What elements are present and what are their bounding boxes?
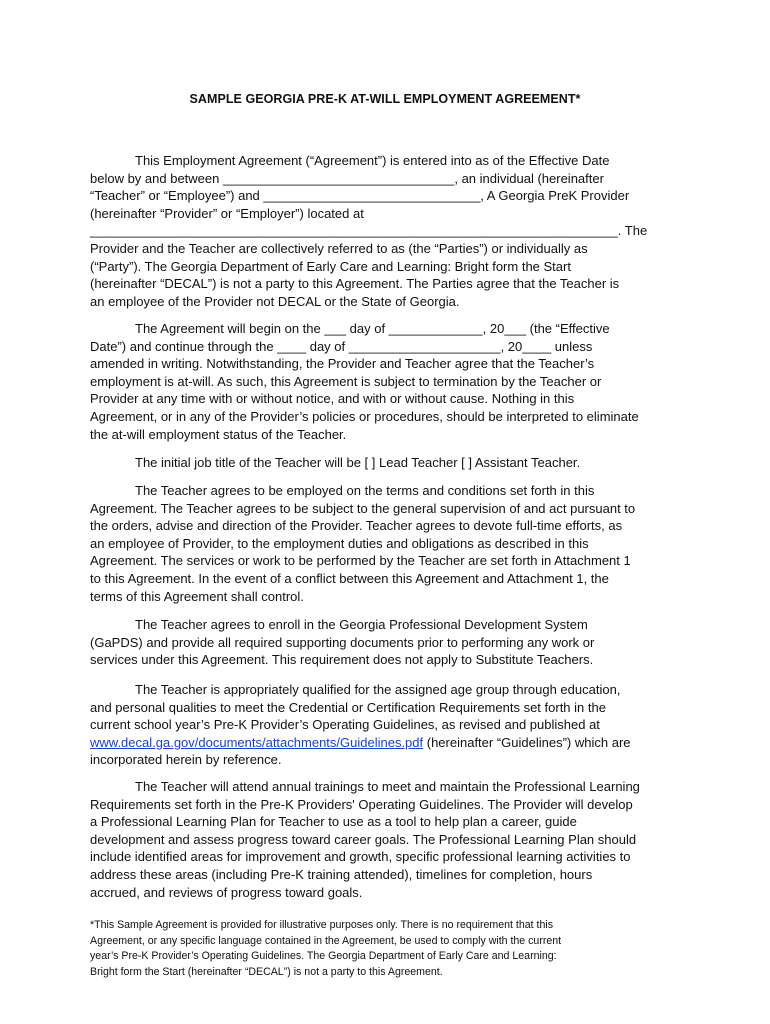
paragraph-text: (hereinafter “Guidelines”) which are incorporated herein by reference.: [90, 734, 631, 768]
document-title: SAMPLE GEORGIA PRE-K AT-WILL EMPLOYMENT AGREEMENT*: [189, 92, 581, 106]
paragraph-term: [90, 320, 680, 443]
paragraph-gapds: [90, 616, 680, 669]
paragraph-training: [90, 778, 680, 901]
paragraph-text: The Teacher agrees to enroll in the Georgia Professional Development System (GaPDS) and provide all required supporting documents prior to performing any work or services under this Agreement. This requirement does not apply to Substitute Teachers.: [90, 617, 595, 668]
paragraph-text: The Teacher is appropriately qualified for the assigned age group through education, and personal qualities to meet the Credential or Certification Requirements set forth in the current school year’s Pre-K Provider’s Operating Guidelines, as revised and published at: [90, 682, 621, 733]
paragraph-text: This Employment Agreement (“Agreement”) is entered into as of the Effective Date below by and between ________________________________, an individual (hereinafter “Teacher” or “Employee”) and ______________________________, A Georgia PreK Provider (hereinafter “Provider” or “Employer”) located at _________________________________________________________________________. The Provider and the Teacher are collectively referred to as (the “Parties”) or individually as (“Party”). The Georgia Department of Early Care and Learning: Bright form the Start (hereinafter “DECAL”) is not a party to this Agreement. The Parties agree that the Teacher is an employee of the Provider not DECAL or the State of Georgia.: [90, 153, 648, 309]
paragraph-qualifications: [90, 681, 680, 769]
paragraph-text: The Teacher will attend annual trainings to meet and maintain the Professional Learning Requirements set forth in the Pre-K Providers' Operating Guidelines. The Provider will develop a Professional Learning Plan for Teacher to use as a tool to help plan a career, guide development and assess progress toward career goals. The Professional Learning Plan should include identified areas for improvement and growth, specific professional learning activities to address these areas (including Pre-K training attended), timelines for completion, hours accrued, and reviews of progress toward goals.: [90, 779, 640, 900]
paragraph-duties: [90, 482, 680, 605]
paragraph-text: The Agreement will begin on the ___ day of _____________, 20___ (the “Effective Date”) and continue through the ____ day of _____________________, 20____ unless amended in writing. Notwithstanding, the Provider and Teacher agree that the Teacher’s employment is at-will. As such, this Agreement is subject to termination by the Teacher or Provider at any time with or without notice, and with or without cause. Nothing in this Agreement, or in any of the Provider’s policies or procedures, should be interpreted to eliminate the at-will employment status of the Teacher.: [90, 321, 639, 442]
paragraph-text: The initial job title of the Teacher will be [ ] Lead Teacher [ ] Assistant Teacher.: [135, 455, 581, 470]
paragraph-parties: [90, 152, 680, 310]
footnote: *This Sample Agreement is provided for illustrative purposes only. There is no requirement that this Agreement, or any specific language contained in the Agreement, be used to comply with the current year’s Pre-K Provider’s Operating Guidelines. The Georgia Department of Early Care and Learning: Bright form the Start (hereinafter “DECAL”) is not a party to this Agreement.: [90, 919, 562, 978]
paragraph-job-title: [90, 454, 680, 472]
guidelines-link[interactable]: www.decal.ga.gov/documents/attachments/Guidelines.pdf: [90, 734, 424, 750]
paragraph-text: The Teacher agrees to be employed on the terms and conditions set forth in this Agreement. The Teacher agrees to be subject to the general supervision of and act pursuant to the orders, advise and direction of the Provider. Teacher agrees to devote full-time efforts, as an employee of Provider, to the employment duties and obligations as described in this Agreement. The services or work to be performed by the Teacher are set forth in Attachment 1 to this Agreement. In the event of a conflict between this Agreement and Attachment 1, the terms of this Agreement shall control.: [90, 483, 636, 604]
